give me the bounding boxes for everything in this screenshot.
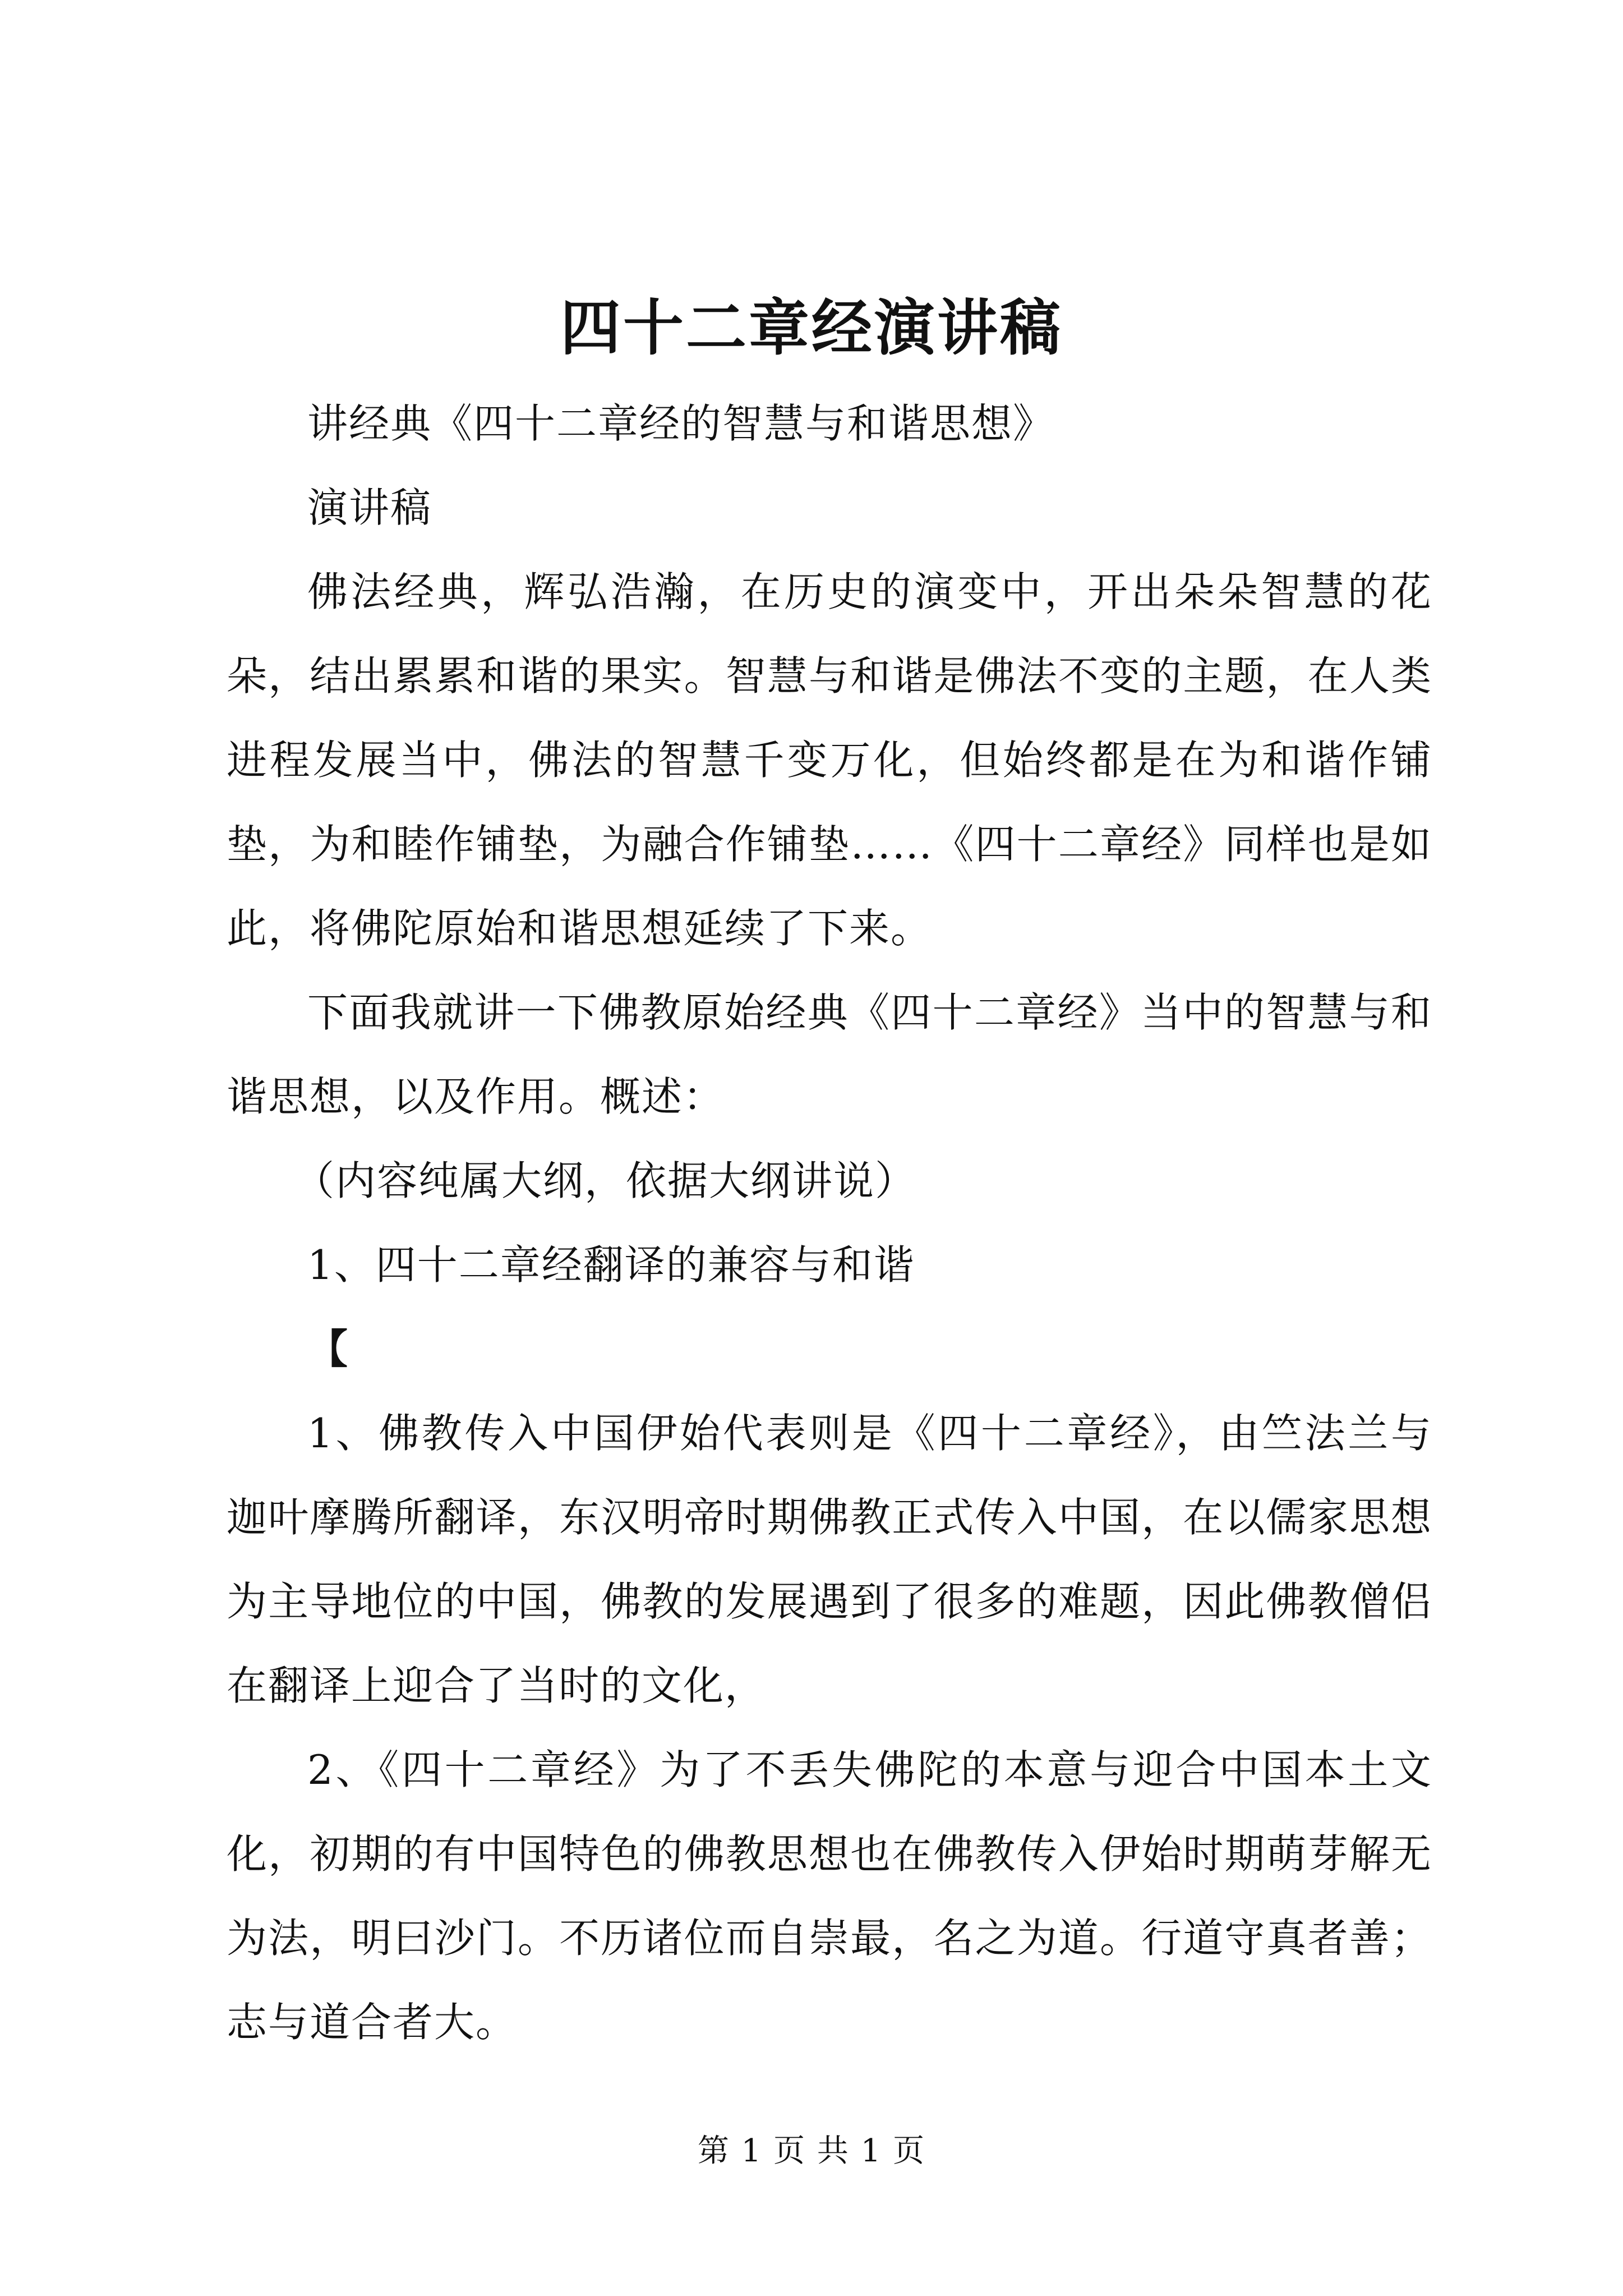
- paragraph-overview: 下面我就讲一下佛教原始经典《四十二章经》当中的智慧与和谐思想，以及作用。概述：: [227, 989, 1432, 1120]
- paragraph-point-2: 2、《四十二章经》为了不丢失佛陀的本意与迎合中国本土文化，初期的有中国特色的佛教思想也在佛教传入伊始时期萌芽解无为法，明曰沙门。不历诸位而自崇最，名之为道。行道守真者善；志与道合者大。: [227, 1746, 1432, 2046]
- bracket-mark: 【: [307, 1325, 349, 1373]
- paragraph-speech-label: 演讲稿: [307, 484, 432, 531]
- document-body: [227, 381, 1432, 2064]
- page-footer: 第 1 页 共 1 页: [697, 2133, 926, 2169]
- document-title: 四十二章经演讲稿: [560, 293, 1063, 364]
- paragraph-intro: 佛法经典，辉弘浩瀚，在历史的演变中，开出朵朵智慧的花朵，结出累累和谐的果实。智慧与和谐是佛法不变的主题，在人类进程发展当中，佛法的智慧千变万化，但始终都是在为和谐作铺垫，为和睦作铺垫，为融合作铺垫……《四十二章经》同样也是如此，将佛陀原始和谐思想延续了下来。: [227, 568, 1432, 952]
- paragraph-subtitle: 讲经典《四十二章经的智慧与和谐思想》: [307, 400, 1055, 447]
- paragraph-point-1: 1、佛教传入中国伊始代表则是《四十二章经》，由竺法兰与迦叶摩腾所翻译，东汉明帝时期佛教正式传入中国，在以儒家思想为主导地位的中国，佛教的发展遇到了很多的难题，因此佛教僧侣在翻译上迎合了当时的文化，: [227, 1410, 1432, 1709]
- section-heading-1: 1、四十二章经翻译的兼容与和谐: [307, 1241, 915, 1289]
- paragraph-outline-note: （内容纯属大纲，依据大纲讲说）: [294, 1157, 917, 1204]
